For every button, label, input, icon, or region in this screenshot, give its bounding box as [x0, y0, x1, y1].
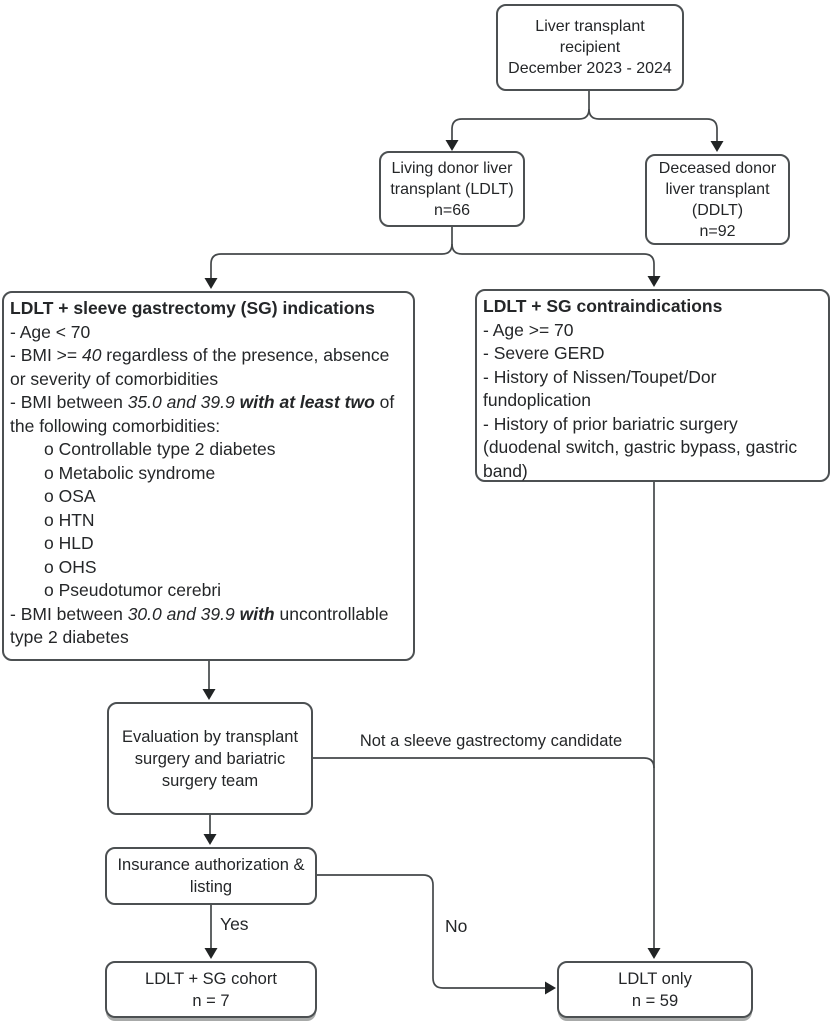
text-line: recipient [559, 39, 621, 56]
text-line: surgery team [161, 771, 259, 790]
text-line: liver transplant [665, 180, 770, 198]
contraindications-title: LDLT + SG contraindications [483, 296, 723, 316]
text-segment: - BMI between [10, 392, 128, 412]
text-line: LDLT only [618, 969, 692, 988]
edge-label-yes: Yes [220, 914, 249, 934]
arrowhead-to-insurance [204, 834, 217, 845]
arrowhead-to-contraindications [648, 276, 661, 287]
text-line: Evaluation by transplant [121, 727, 299, 746]
text-line [483, 319, 820, 343]
text-segment: o Controllable type 2 diabetes [44, 439, 276, 459]
text-line [10, 438, 405, 462]
arrowhead-to-cohort [205, 948, 218, 959]
text-segment: 30.0 and 39.9 [127, 603, 235, 624]
arrowhead-to-ddlt [711, 141, 724, 152]
arrowhead-to-ldlt-only [648, 948, 661, 959]
text-segment: 40 [81, 345, 102, 365]
node-deceased-donor-liver-transplant [645, 154, 790, 245]
text-segment: o OSA [44, 486, 96, 506]
text-segment: with at least two [239, 392, 375, 412]
text-line [483, 366, 820, 413]
text-line: Living donor liver [391, 159, 513, 177]
text-segment: - BMI >= [10, 345, 82, 365]
arrowhead-to-indications [205, 278, 218, 289]
indications-title: LDLT + sleeve gastrectomy (SG) indications [10, 298, 375, 318]
text-line [483, 342, 820, 366]
edge-ldlt-to-indications [211, 244, 452, 278]
text-line: Deceased donor [658, 159, 777, 177]
edge-ldlt-to-contraindications [452, 244, 654, 276]
text-line: surgery and bariatric [134, 749, 286, 768]
text-line: n = 7 [192, 991, 230, 1010]
text-line [483, 413, 820, 484]
arrowhead-to-evaluation [203, 689, 216, 700]
text-line: n=92 [699, 222, 736, 240]
node-living-donor-liver-transplant [379, 151, 525, 227]
indications-body [10, 321, 405, 650]
text-line [10, 344, 405, 391]
text-line: Liver transplant [535, 18, 645, 35]
text-segment: o HTN [44, 509, 95, 530]
text-line [10, 509, 405, 533]
text-line: December 2023 - 2024 [508, 60, 672, 77]
text-line [10, 391, 405, 438]
text-line: (DDLT) [691, 201, 744, 219]
text-segment: 35.0 and 39.9 [127, 392, 235, 412]
text-segment: - Age >= 70 [483, 319, 574, 340]
node-ldlt-sg-indications [2, 291, 415, 661]
edge-label-not-candidate: Not a sleeve gastrectomy candidate [359, 732, 623, 750]
text-segment: regardless of the presence, absence or severity of comorbidities [10, 345, 390, 389]
text-segment: o Metabolic syndrome [44, 462, 216, 483]
text-line: n=66 [433, 201, 471, 219]
text-line [10, 532, 405, 556]
text-segment: with [239, 603, 275, 624]
edge-recipient-to-ldlt [452, 109, 589, 140]
text-line [10, 485, 405, 509]
text-segment: o Pseudotumor cerebri [44, 580, 222, 600]
node-liver-transplant-recipient [496, 4, 684, 91]
text-segment: - BMI between [10, 603, 128, 624]
edge-label-no: No [445, 916, 468, 936]
text-line: LDLT + SG cohort [145, 969, 277, 988]
node-insurance-authorization [105, 847, 317, 905]
node-ldlt-only [557, 961, 753, 1018]
text-segment: of the following comorbidities: [10, 392, 395, 436]
text-segment: - Severe GERD [483, 343, 605, 363]
text-segment: uncontrollable type 2 diabetes [10, 603, 389, 647]
node-evaluation-team [107, 702, 313, 815]
node-ldlt-sg-cohort [105, 961, 317, 1018]
text-line [10, 321, 405, 345]
text-line [10, 556, 405, 580]
arrowhead-to-ldlt [446, 140, 459, 151]
text-line: transplant (LDLT) [390, 180, 514, 198]
edge-recipient-to-ddlt [589, 109, 717, 141]
text-line: listing [189, 878, 233, 896]
text-line [10, 603, 405, 650]
text-segment: o HLD [44, 533, 94, 553]
arrowhead-no-to-ldlt-only [545, 982, 556, 995]
text-segment: - History of prior bariatric surgery (duodenal switch, gastric bypass, gastric band) [483, 413, 798, 481]
edge-not-candidate [313, 758, 654, 768]
edge-no [317, 875, 545, 988]
text-segment: - Age < 70 [10, 321, 91, 342]
text-segment: - History of Nissen/Toupet/Dor fundoplication [483, 366, 717, 410]
node-ldlt-sg-contraindications [475, 289, 830, 482]
text-line: Insurance authorization & [117, 856, 305, 874]
text-line [10, 579, 405, 603]
text-line: n = 59 [631, 991, 679, 1010]
text-line [10, 462, 405, 486]
text-segment: o OHS [44, 556, 97, 577]
contraindications-body [483, 319, 820, 484]
